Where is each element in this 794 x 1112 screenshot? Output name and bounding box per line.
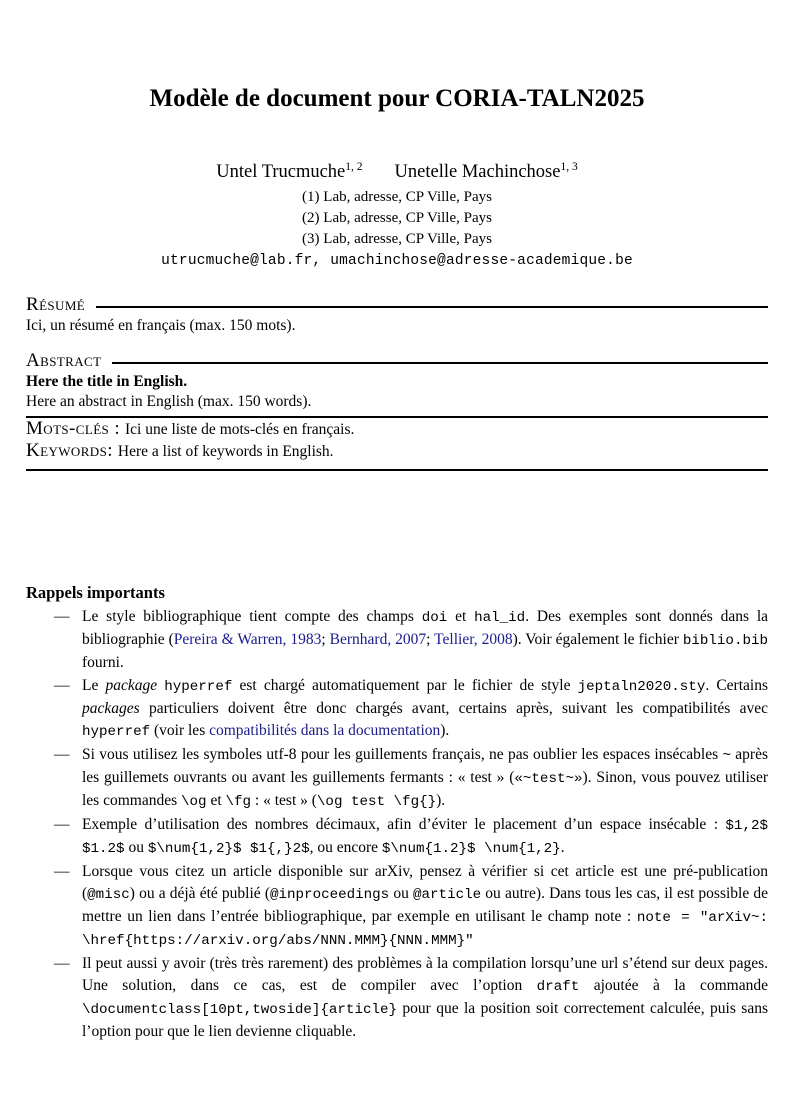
author-2-name: Unetelle Machinchose: [394, 162, 561, 183]
author-1-affiliation-marks: 1, 2: [345, 161, 363, 173]
text-segment: ) ou a déjà été publié (: [129, 885, 270, 903]
item-dash-marker: —: [54, 863, 70, 881]
abstract-text: Here an abstract in English (max. 150 words).: [26, 392, 768, 418]
list-item: [26, 744, 768, 813]
affiliation-line-2: (2) Lab, adresse, CP Ville, Pays: [302, 210, 492, 227]
hyperref-documentation-link[interactable]: compatibilités dans la documentation: [209, 722, 441, 740]
text-segment: après les guillemets ouvrants ou avant les guillements fermants : « test » (: [82, 746, 768, 787]
english-title: Here the title in English.: [26, 373, 188, 391]
item-dash-marker: —: [54, 746, 70, 764]
text-segment: et: [447, 608, 475, 626]
abstract-label: Abstract: [26, 350, 102, 372]
text-segment: .: [560, 839, 565, 857]
affiliations-block: [0, 187, 794, 250]
text-segment: . Des exemples sont donnés dans la bibliographie (: [82, 608, 769, 649]
text-segment: ou: [124, 839, 148, 857]
author-2-affiliation-marks: 1, 3: [560, 161, 578, 173]
text-segment: $1,2$ $1.2$: [82, 818, 768, 858]
text-segment: ou autre). Dans tous les cas, il est possible de mettre un lien dans l’entrée bibliographique, par exemple en utilisant le champ note :: [82, 885, 769, 926]
list-item: [26, 814, 768, 860]
text-segment: Exemple d’utilisation des nombres décimaux, afin d’éviter le placement d’un espace insécable :: [82, 816, 726, 834]
text-segment: est chargé automatiquement par le fichier de style: [232, 677, 578, 695]
item-text: [82, 816, 768, 856]
text-segment: Lorsque vous citez un article disponible sur arXiv, pensez à vérifier si cet article est une pré-publication (: [82, 863, 768, 903]
text-segment: @misc: [87, 887, 130, 904]
motscles-label: Mots-clés :: [26, 418, 120, 440]
item-text: [82, 746, 768, 809]
list-item: [26, 675, 768, 743]
text-segment: , ou encore: [309, 839, 382, 857]
reminders-section: [26, 583, 768, 1043]
text-segment: \og: [181, 794, 207, 811]
citation-link-bernhard-2007[interactable]: Bernhard, 2007: [329, 631, 427, 649]
citation-link-pereira-warren-1983[interactable]: Pereira & Warren, 1983: [173, 631, 322, 649]
text-segment: hyperref: [82, 724, 151, 741]
item-dash-marker: —: [54, 677, 70, 695]
text-segment: et: [206, 792, 226, 810]
text-segment: particuliers doivent être donc chargés avant, certains après, suivant les compatibilités avec: [139, 700, 768, 718]
author-emails: utrucmuche@lab.fr, umachinchose@adresse-academique.be: [161, 253, 633, 270]
text-segment: biblio.bib: [682, 633, 768, 650]
item-text: [82, 608, 768, 671]
affiliation-line-3: (3) Lab, adresse, CP Ville, Pays: [302, 231, 492, 248]
keywords-text: Here a list of keywords in English.: [117, 443, 334, 461]
text-segment: ou: [389, 885, 414, 903]
text-segment: packages: [82, 700, 140, 718]
keywords-line: [26, 440, 768, 471]
text-segment: ). Sinon, vous pouvez utiliser les commandes: [82, 769, 768, 810]
reminders-list: [26, 606, 768, 1043]
item-dash-marker: —: [54, 816, 70, 834]
text-segment: hal_id: [474, 610, 526, 627]
text-segment: ~: [722, 748, 731, 765]
text-segment: \fg: [225, 794, 252, 811]
resume-divider-rule: [96, 306, 768, 308]
abstract-divider-rule: [112, 362, 768, 364]
text-segment: Il peut aussi y avoir (très très rarement) des problèmes à la compilation lorsqu’une url s’étend sur deux pages. Une solution, dans ce cas, est de compiler avec l’option: [82, 955, 768, 995]
text-segment: $\num{1,2}$ $1{,}2$: [147, 841, 310, 858]
motscles-line: [26, 418, 768, 440]
reminders-heading: Rappels importants: [26, 583, 165, 603]
text-segment: . Certains: [705, 677, 768, 695]
text-segment: Si vous utilisez les symboles utf-8 pour les guillements français, ne pas oublier les espaces insécables: [82, 746, 723, 764]
item-text: [82, 955, 768, 1040]
text-segment: \documentclass[10pt,twoside]{article}: [82, 1002, 398, 1019]
affiliation-line-1: (1) Lab, adresse, CP Ville, Pays: [302, 189, 492, 206]
text-segment: @article: [413, 887, 482, 904]
item-text: [82, 677, 768, 739]
item-dash-marker: —: [54, 955, 70, 973]
text-segment: \og test \fg{}: [316, 794, 437, 811]
resume-text: Ici, un résumé en français (max. 150 mots).: [26, 317, 296, 335]
author-1: [216, 162, 362, 182]
text-segment: fourni.: [82, 654, 124, 672]
resume-label-row: [26, 294, 768, 316]
text-segment: (voir les: [150, 722, 210, 740]
text-segment: Le style bibliographique tient compte des champs: [82, 608, 422, 626]
authors-line: [0, 156, 794, 184]
text-segment: ). Voir également le fichier: [512, 631, 683, 649]
text-segment: pour que la position soit correctement calculée, puis sans l’option pour que le lien devienne cliquable.: [82, 1000, 768, 1041]
text-segment: ;: [426, 631, 435, 649]
text-segment: package: [105, 677, 158, 695]
list-item: [26, 606, 768, 674]
item-dash-marker: —: [54, 608, 70, 626]
text-segment: draft: [536, 979, 580, 996]
text-segment: doi: [421, 610, 448, 627]
text-segment: note = "arXiv~: \href{https://arxiv.org/abs/NNN.MMM}{NNN.MMM}": [82, 910, 768, 950]
citation-link-tellier-2008[interactable]: Tellier, 2008: [434, 631, 513, 649]
text-segment: $\num{1.2}$ \num{1,2}: [381, 841, 561, 858]
text-segment: Le: [82, 677, 106, 695]
text-segment: hyperref: [164, 679, 233, 696]
text-segment: ).: [436, 792, 446, 810]
paper-header: [0, 0, 794, 271]
list-item: [26, 861, 768, 952]
text-segment: ).: [440, 722, 450, 740]
list-item: [26, 953, 768, 1043]
page-title: Modèle de document pour CORIA-TALN2025: [149, 85, 645, 112]
text-segment: ajoutée à la commande: [579, 977, 768, 995]
keywords-label: Keywords:: [26, 440, 113, 462]
author-2: [395, 162, 578, 182]
text-segment: ;: [321, 631, 330, 649]
abstract-box: [26, 294, 768, 471]
resume-label: Résumé: [26, 294, 86, 316]
motscles-text: Ici une liste de mots-clés en français.: [125, 421, 355, 439]
text-segment: jeptaln2020.sty: [577, 679, 706, 696]
text-segment: : « test » (: [251, 792, 317, 810]
author-1-name: Untel Trucmuche: [216, 162, 346, 183]
abstract-label-row: [26, 350, 768, 372]
text-segment: @inproceedings: [270, 887, 390, 904]
item-text: [82, 863, 768, 948]
text-segment: «~test~»: [514, 771, 583, 788]
